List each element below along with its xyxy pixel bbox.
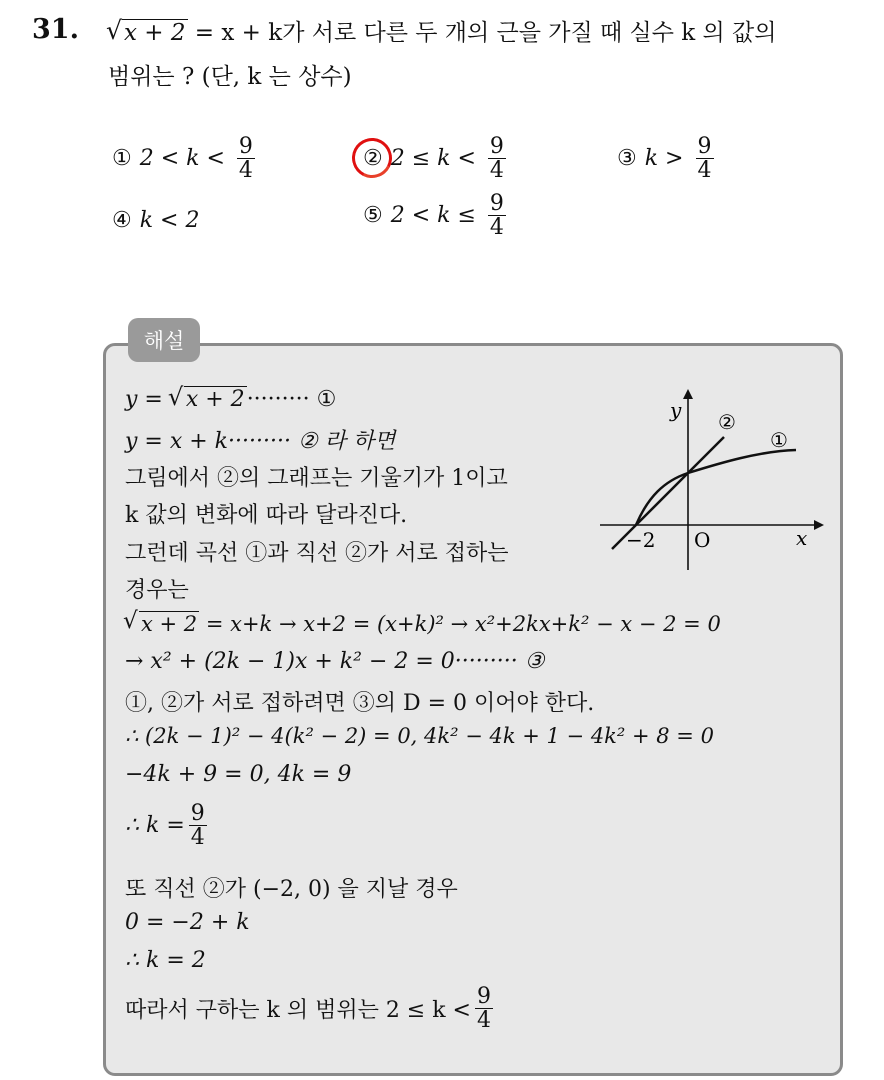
option-fraction: $\frac{9}{4}$	[238, 134, 253, 184]
sqrt-expression: √ x + 2	[108, 19, 188, 46]
option-fraction: $\frac{9}{4}$	[489, 191, 504, 241]
option-fraction: $\frac{9}{4}$	[697, 134, 712, 184]
option-marker: ①	[112, 146, 132, 172]
x-axis-label: x	[796, 526, 808, 550]
solution-tab: 해설	[128, 318, 200, 362]
x-axis-arrow-icon	[814, 520, 824, 530]
solution-line-5: 그런데 곡선 ①과 직선 ②가 서로 접하는	[125, 541, 509, 566]
solution-line-11: −4k + 9 = 0, 4k = 9	[125, 762, 352, 787]
option-5[interactable]	[363, 192, 506, 239]
solution-line-13: 또 직선 ②가 (−2, 0) 을 지날 경우	[125, 877, 458, 902]
solution-line-1: y = √ x + 2········· ①	[125, 386, 336, 412]
curve-label: ①	[770, 428, 788, 452]
option-marker: ③	[617, 146, 637, 172]
solution-line-2: y = x + k········· ② 라 하면	[125, 429, 396, 454]
option-expression: k < 2	[139, 208, 200, 233]
option-expression: 2 ≤ k <	[390, 146, 476, 172]
solution-line-12: ∴ k = $\frac{9}{4}$	[125, 801, 205, 851]
solution-line-8: → x² + (2k − 1)x + k² − 2 = 0········· ③	[125, 649, 545, 674]
option-1[interactable]	[112, 135, 255, 182]
solution-line-3: 그림에서 ②의 그래프는 기울기가 1이고	[125, 466, 508, 491]
option-4[interactable]	[112, 208, 199, 233]
y-axis-arrow-icon	[683, 389, 693, 399]
option-expression: k >	[644, 146, 684, 172]
y-axis-label: y	[670, 398, 682, 422]
solution-line-6: 경우는	[125, 578, 189, 603]
solution-line-4: k 값의 변화에 따라 달라진다.	[125, 503, 408, 528]
solution-line-14: 0 = −2 + k	[125, 910, 250, 935]
function-graph	[600, 385, 830, 575]
origin-label: O	[694, 528, 711, 552]
option-marker: ④	[112, 208, 132, 233]
option-marker: ②	[363, 146, 383, 172]
x-tick-label: −2	[626, 528, 656, 552]
curve-sqrt	[636, 450, 796, 525]
solution-line-10: ∴ (2k − 1)² − 4(k² − 2) = 0, 4k² − 4k + 1 − 4k² + 8 = 0	[125, 724, 714, 748]
solution-line-15: ∴ k = 2	[125, 948, 206, 973]
solution-line-16: 따라서 구하는 k 의 범위는 2 ≤ k < $\frac{9}{4}$	[125, 984, 491, 1034]
question-number: 31.	[32, 14, 79, 45]
option-expression: 2 < k ≤	[390, 203, 476, 229]
option-marker: ⑤	[363, 203, 383, 229]
line-label: ②	[718, 410, 736, 434]
question-text-line2: 범위는 ? (단, k 는 상수)	[108, 64, 352, 90]
option-fraction: $\frac{9}{4}$	[489, 134, 504, 184]
solution-line-7: √ x + 2 = x+k → x+2 = (x+k)² → x²+2kx+k² − x − 2 = 0	[125, 611, 721, 636]
option-3[interactable]	[617, 135, 714, 182]
option-expression: 2 < k <	[139, 146, 225, 172]
solution-line-9: ①, ②가 서로 접하려면 ③의 D = 0 이어야 한다.	[125, 691, 595, 716]
question-text-line1: √ x + 2 = x + k가 서로 다른 두 개의 근을 가질 때 실수 k 의 값의	[108, 14, 776, 47]
